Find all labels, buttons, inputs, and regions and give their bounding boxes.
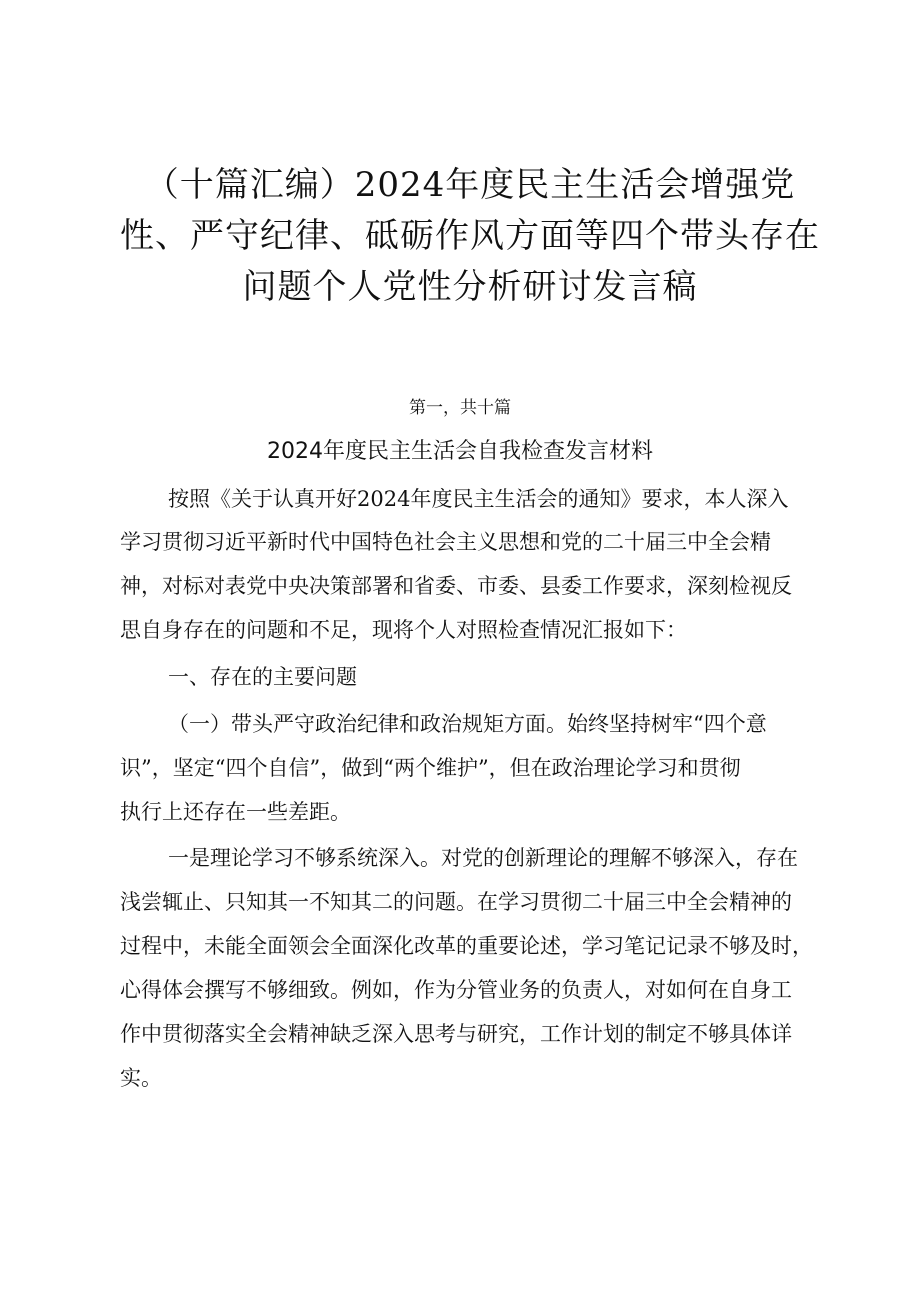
point-line: 一是理论学习不够系统深入。对党的创新理论的理解不够深入，存在 xyxy=(168,846,798,870)
document-title xyxy=(120,160,820,313)
title-line: 性、严守纪律、砥砺作风方面等四个带头存在 xyxy=(120,216,820,256)
intro-line: 学习贯彻习近平新时代中国特色社会主义思想和党的二十届三中全会精 xyxy=(120,530,771,554)
intro-line: 思自身存在的问题和不足，现将个人对照检查情况汇报如下： xyxy=(120,618,687,642)
subsection-line: （一）带头严守政治纪律和政治规矩方面。始终坚持树牢“四个意 xyxy=(168,712,767,736)
subsection-line: 识”，坚定“四个自信”，做到“两个维护”，但在政治理论学习和贯彻 xyxy=(120,756,741,780)
point-line: 过程中，未能全面领会全面深化改革的重要论述，学习笔记记录不够及时， xyxy=(120,934,813,958)
title-line: （十篇汇编）2024年度民主生活会增强党 xyxy=(144,165,796,205)
title-line: 问题个人党性分析研讨发言稿 xyxy=(242,267,698,307)
point-line: 心得体会撰写不够细致。例如，作为分管业务的负责人，对如何在自身工 xyxy=(120,978,792,1002)
point-line: 实。 xyxy=(120,1066,162,1090)
heading-main-problems: 一、存在的主要问题 xyxy=(168,665,357,689)
subsection-line: 执行上还存在一些差距。 xyxy=(120,800,351,824)
section-title: 2024年度民主生活会自我检查发言材料 xyxy=(267,439,653,464)
point-line: 浅尝辄止、只知其一不知其二的问题。在学习贯彻二十届三中全会精神的 xyxy=(120,890,792,914)
intro-line: 神，对标对表党中央决策部署和省委、市委、县委工作要求，深刻检视反 xyxy=(120,574,792,598)
point-line: 作中贯彻落实全会精神缺乏深入思考与研究，工作计划的制定不够具体详 xyxy=(120,1022,792,1046)
intro-line: 按照《关于认真开好2024年度民主生活会的通知》要求，本人深入 xyxy=(168,487,789,511)
section-label: 第一，共十篇 xyxy=(409,398,511,418)
